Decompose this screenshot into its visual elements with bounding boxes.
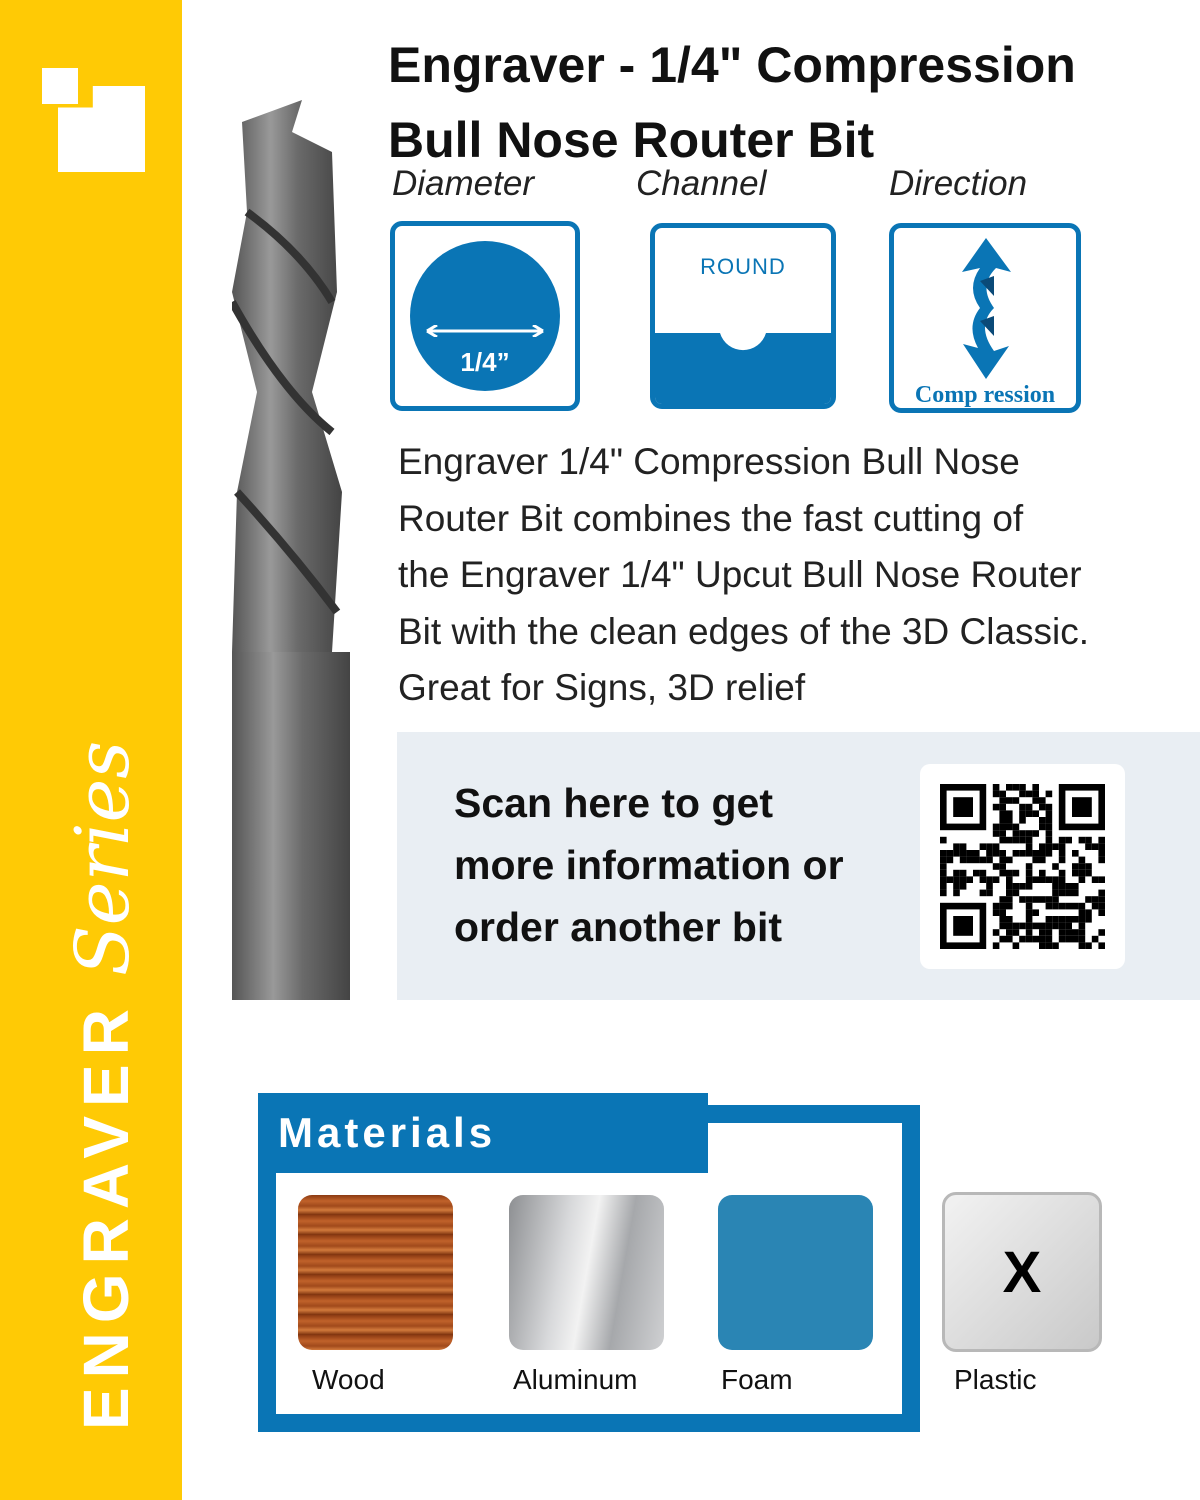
scan-line: Scan here to get <box>454 780 773 826</box>
description-line: the Engraver 1/4" Upcut Bull Nose Router <box>398 554 1082 595</box>
material-label-foam: Foam <box>721 1364 793 1395</box>
direction-label: Direction <box>889 164 1028 203</box>
material-label-plastic: Plastic <box>954 1364 1037 1395</box>
description-line: Bit with the clean edges of the 3D Classic. <box>398 610 1090 652</box>
material-label-wood: Wood <box>312 1364 385 1395</box>
material-label-aluminum: Aluminum <box>513 1364 638 1395</box>
channel-icon-box <box>650 223 836 409</box>
channel-value: ROUND <box>700 254 786 279</box>
plastic-swatch-excluded <box>942 1192 1102 1352</box>
qr-code-icon <box>940 784 1105 949</box>
qr-code[interactable] <box>920 764 1125 969</box>
product-description <box>398 434 1188 717</box>
wood-swatch <box>298 1195 453 1350</box>
aluminum-swatch <box>509 1195 664 1350</box>
compression-arrow-icon <box>946 236 1026 381</box>
scan-prompt <box>454 772 844 958</box>
materials-title: Materials <box>258 1093 708 1173</box>
product-title <box>388 28 1076 178</box>
description-line: Engraver 1/4" Compression Bull Nose <box>398 441 1020 482</box>
series-label <box>60 741 146 1430</box>
diameter-circle-icon <box>410 241 560 391</box>
scan-line: more information or <box>454 842 844 888</box>
series-word: ENGRAVER <box>70 1000 142 1430</box>
channel-label: Channel <box>636 164 767 203</box>
foam-swatch <box>718 1195 873 1350</box>
direction-icon-box <box>889 223 1081 413</box>
excluded-x-icon: X <box>1002 1239 1042 1305</box>
description-line: Great for Signs, 3D relief <box>398 667 806 708</box>
scan-line: order another bit <box>454 904 783 950</box>
double-arrow-icon <box>425 325 545 337</box>
description-line: Router Bit combines the fast cutting of <box>398 497 1024 539</box>
series-script: Series <box>60 740 146 977</box>
diameter-label: Diameter <box>392 164 534 203</box>
router-bit-image <box>232 92 354 1000</box>
title-line-2: Bull Nose Router Bit <box>388 112 875 168</box>
round-channel-icon <box>655 328 831 408</box>
diameter-icon-box <box>390 221 580 411</box>
title-line-1: Engraver - 1/4" Compression <box>388 37 1076 93</box>
logo-square-small <box>42 68 78 104</box>
direction-value: Comp ression <box>914 382 1056 408</box>
diameter-value: 1/4” <box>460 347 510 377</box>
